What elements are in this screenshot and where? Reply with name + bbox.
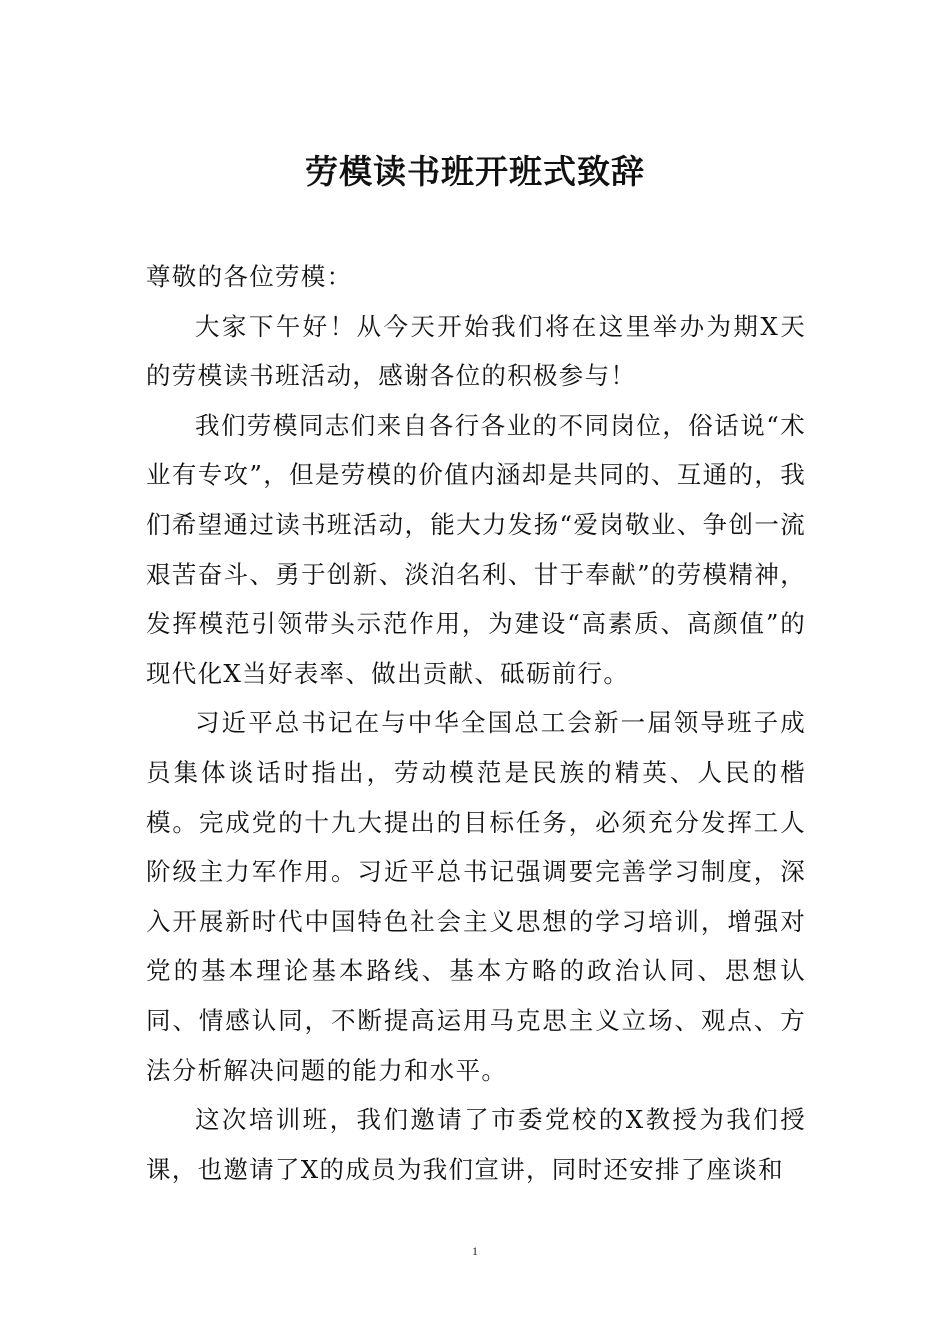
paragraph-3: 习近平总书记在与中华全国总工会新一届领导班子成员集体谈话时指出，劳动模范是民族的精英、人民的楷模。完成党的十九大提出的目标任务，必须充分发挥工人阶级主力军作用。习近平总书记强调要完善学习制度，深入开展新时代中国特色社会主义思想的学习培训，增强对党的基本理论基本路线、基本方略的政治认同、思想认同、情感认同，不断提高运用马克思主义立场、观点、方法分析解决问题的能力和水平。: [146, 708, 806, 1085]
paragraph-4: 这次培训班，我们邀请了市委党校的X教授为我们授课，也邀请了X的成员为我们宣讲，同时还安排了座谈和: [146, 1105, 806, 1184]
paragraph-1: 大家下午好！从今天开始我们将在这里举办为期X天的劳模读书班活动，感谢各位的积极参与！: [146, 311, 806, 391]
page-number: 1: [472, 1244, 478, 1258]
paragraph-2: 我们劳模同志们来自各行各业的不同岗位，俗话说“术业有专攻”，但是劳模的价值内涵却是共同的、互通的，我们希望通过读书班活动，能大力发扬“爱岗敬业、争创一流艰苦奋斗、勇于创新、淡泊名利、甘于奉献”的劳模精神，发挥模范引领带头示范作用，为建设“高素质、高颜值”的现代化X当好表率、做出贡献、砥砺前行。: [146, 410, 806, 688]
document-title: 劳模读书班开班式致辞: [305, 152, 645, 191]
document-body: [146, 252, 806, 1194]
salutation: 尊敬的各位劳模：: [146, 262, 353, 291]
